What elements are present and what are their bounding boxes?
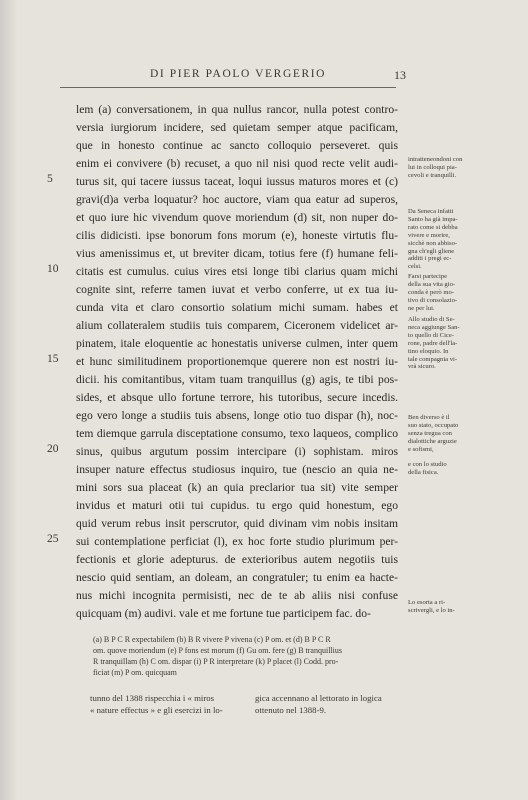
commentary-right-line: gica accennano al lettorato in logica — [255, 693, 382, 703]
line-number: 20 — [47, 443, 59, 455]
apparatus-line: R tranquillam (h) C om. dispar (i) P R interpretare (k) P placet (l) Codd. pro- — [93, 657, 339, 666]
margin-note: Allo studio di Se- neca aggiunge San- to quello di Cice- rone, padre dell'la- tino eloquio. In tale compagnia vi- vrà sicuro. — [408, 316, 460, 371]
text-line: nescio quid sentiam, an doleam, an congratuler; tu enim ea hacte- — [76, 571, 398, 584]
text-line: et hunc similitudinem proportionemque querere non est nostri iu- — [76, 355, 398, 368]
text-line: gravi(d)a verba loquatur? hoc auctore, viam qua eatur ad superos, — [76, 193, 398, 206]
text-line: sinus, quibus argutum possim intercipare (i) sophistam. miros — [76, 445, 398, 458]
text-line: enim ei convivere (b) recuset, a quo nil nisi quod recte velit audi- — [76, 157, 398, 170]
text-line: et quo iure hic vivendum quove moriendum (d) sit, non nuper do- — [76, 211, 398, 224]
margin-note: Ben diverso è il suo stato, occupato senza tregua con dialottiche arguzie e sofismi, — [408, 414, 459, 453]
text-line: cunda vita et claro consortio solatium michi sumam. habes et — [76, 301, 398, 314]
running-header: DI PIER PAOLO VERGERIO — [150, 68, 327, 80]
text-line: dicii. his comitantibus, vitam tuam tranquillus (g) agis, te tibi pos- — [76, 373, 398, 386]
margin-note: e con lo studio della fisica. — [408, 461, 447, 476]
text-line: citatis est cumulus. cuius vires etsi longe tibi clarius quam michi — [76, 265, 398, 278]
text-line: que in honesto continue ac sancto colloquio perseveret. quis — [76, 139, 398, 152]
text-line: alium collateralem studiis tuis comparem, Ciceronem videlicet ar- — [76, 319, 398, 332]
commentary-left-line: « nature effectus » e gli esercizi in lo- — [90, 705, 223, 715]
text-line: lem (a) conversationem, in qua nullus rancor, nulla potest contro- — [76, 103, 398, 116]
text-line: pinatem, itale eloquentie ac honestatis universe culmen, inter quem — [76, 337, 398, 350]
text-line: turus sit, qui tacere iussus taceat, loqui iussus maturos mores et (c) — [76, 175, 398, 188]
page-fold-shadow — [0, 0, 18, 800]
text-line: ego vero longe a studiis tuis absens, longe otio tuo dispar (h), noc- — [76, 409, 398, 422]
text-line: sides, et absque ullo fortune terrore, his tutoribus, secure incedis. — [76, 391, 398, 404]
text-line: fectionis et glorie adepturus. de exterioribus autem negotiis tuis — [76, 553, 398, 566]
text-line: sui contemplatione perficiat (l), ex hoc forte studio plurimum per- — [76, 535, 398, 548]
line-number: 25 — [47, 533, 59, 545]
text-line: cognite sint, referre tamen iuvat et verbo conferre, ut ex tua iu- — [76, 283, 398, 296]
line-number: 15 — [47, 353, 59, 365]
apparatus-line: om. quove moriendum (e) P fons est morum (f) Gu om. fere (g) B tranquillius — [93, 646, 342, 655]
text-line: quid verum rebus insit perscrutor, quid divinam vim nobis insitam — [76, 517, 398, 530]
text-line: quicquam (m) audivi. vale et me fortune tue participem fac. do- — [76, 607, 371, 620]
margin-note: Da Seneca infatti Santo ha già impa- rato come si debba vivere e morire, sicchè non abbiso- gna ch'egli gliene additi i pregi ec- celsi. — [408, 208, 458, 271]
page-number: 13 — [394, 68, 406, 82]
apparatus-line: ficiat (m) P om. quicquam — [93, 668, 177, 677]
text-line: nus michi incognita permisisti, nec de te ab aliis nisi confuse — [76, 589, 398, 602]
text-line: tem diemque garrula disceptatione consumo, texo laqueos, complico — [76, 427, 398, 440]
commentary-left-line: tunno del 1388 rispecchia i « miros — [90, 693, 215, 703]
margin-note: intratteneondoni con lui in colloqui pia- cevoli e tranquilli. — [408, 156, 463, 179]
header-rule — [60, 87, 396, 88]
margin-note: Lo esorta a ri- scrivergli, e lo in- — [408, 599, 455, 614]
text-line: cilis didicisti. ipse bonorum fons morum (e), honeste virtutis flu- — [76, 229, 398, 242]
commentary-right-line: ottenuto nel 1388-9. — [255, 705, 327, 715]
text-line: versia iurgiorum incidere, sed quietam semper atque pacificam, — [76, 121, 398, 134]
apparatus-line: (a) B P C R expectabilem (b) B R vivere P vivena (c) P om. et (d) B P C R — [93, 635, 331, 644]
line-number: 5 — [47, 173, 53, 185]
text-line: mini sors sua placeat (k) an quia preclarior tua sit) vite semper — [76, 481, 398, 494]
text-line: insuper nature effectus studiosus inquiro, tue (nescio an quia ne- — [76, 463, 398, 476]
text-line: vius amenissimus et, ut breviter dicam, totius fere (f) humane feli- — [76, 247, 398, 260]
text-line: invidus et maturi otii tui cupidus. tu ergo quid honestum, ego — [76, 499, 398, 512]
line-number: 10 — [47, 263, 59, 275]
margin-note: Farsi partecipe della sua vita gio- conda è però mo- tivo di consolazio- ne per lui. — [408, 273, 458, 312]
